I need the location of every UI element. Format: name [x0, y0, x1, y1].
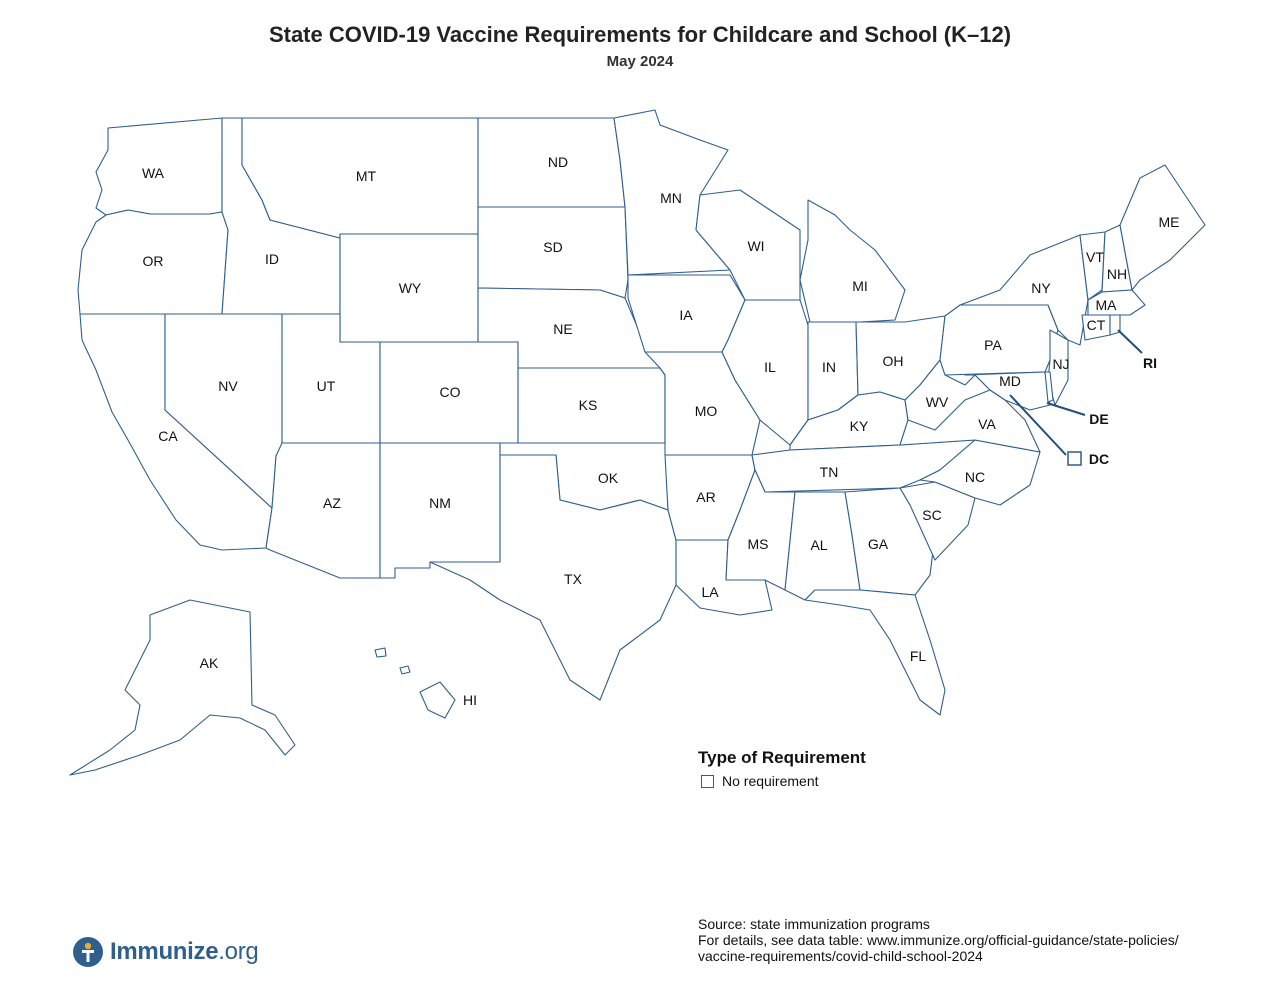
- label-WA: WA: [141, 165, 165, 181]
- legend-swatch: [701, 775, 714, 788]
- label-WI: WI: [747, 238, 765, 254]
- label-MA: MA: [1095, 297, 1117, 313]
- label-NJ: NJ: [1052, 356, 1070, 372]
- label-ME: ME: [1158, 214, 1180, 230]
- label-AR: AR: [696, 489, 716, 505]
- label-VT: VT: [1086, 249, 1104, 265]
- label-WV: WV: [925, 394, 949, 410]
- legend-title: Type of Requirement: [698, 748, 866, 767]
- label-NH: NH: [1106, 266, 1128, 282]
- label-FL: FL: [909, 648, 927, 664]
- label-TX: TX: [564, 571, 582, 587]
- label-KY: KY: [849, 418, 869, 434]
- label-OR: OR: [142, 253, 164, 269]
- source-line-3: vaccine-requirements/covid-child-school-2024: [698, 948, 983, 964]
- label-IA: IA: [679, 307, 693, 323]
- logo-text: [110, 938, 258, 966]
- label-MN: MN: [660, 190, 682, 206]
- map-title: State COVID-19 Vaccine Requirements for Childcare and School (K–12): [268, 22, 1012, 47]
- source-line-2: For details, see data table: www.immunize.org/official-guidance/state-policies/: [698, 932, 1179, 948]
- state-RI[interactable]: [1110, 315, 1120, 335]
- label-NY: NY: [1031, 280, 1051, 296]
- label-OK: OK: [597, 470, 619, 486]
- immunize-logo: [72, 936, 258, 968]
- label-IN: IN: [822, 359, 836, 375]
- state-MI[interactable]: [800, 200, 905, 322]
- source-line-1: Source: state immunization programs: [698, 916, 930, 932]
- label-MO: MO: [694, 403, 718, 419]
- leader-DE: [1047, 403, 1085, 415]
- leader-RI: [1118, 330, 1142, 353]
- label-WY: WY: [398, 280, 422, 296]
- label-TN: TN: [819, 464, 839, 480]
- legend-label: No requirement: [722, 773, 819, 789]
- logo-name: Immunize: [110, 938, 219, 965]
- label-NM: NM: [429, 495, 451, 511]
- label-RI: RI: [1143, 355, 1157, 371]
- label-ND: ND: [547, 154, 569, 170]
- label-MD: MD: [999, 373, 1021, 389]
- label-AZ: AZ: [323, 495, 341, 511]
- label-OH: OH: [882, 353, 904, 369]
- label-KS: KS: [578, 397, 598, 413]
- state-AK[interactable]: [70, 600, 295, 775]
- label-NE: NE: [553, 321, 573, 337]
- label-HI: HI: [463, 692, 477, 708]
- dc-swatch: [1068, 452, 1081, 465]
- label-DC: DC: [1088, 451, 1110, 467]
- label-MT: MT: [355, 168, 377, 184]
- label-VA: VA: [978, 416, 996, 432]
- label-CA: CA: [158, 428, 178, 444]
- label-MS: MS: [747, 536, 769, 552]
- label-NC: NC: [964, 469, 986, 485]
- label-SD: SD: [543, 239, 563, 255]
- legend-item-no-requirement: [701, 773, 819, 789]
- map-subtitle: May 2024: [606, 53, 674, 70]
- label-CT: CT: [1086, 317, 1106, 333]
- label-ID: ID: [265, 251, 279, 267]
- label-GA: GA: [867, 536, 889, 552]
- label-IL: IL: [764, 359, 776, 375]
- label-SC: SC: [922, 507, 942, 523]
- logo-suffix: .org: [218, 938, 259, 965]
- label-CO: CO: [439, 384, 461, 400]
- source-note: [698, 916, 1179, 964]
- label-PA: PA: [984, 337, 1002, 353]
- state-HI[interactable]: [375, 648, 455, 718]
- immunize-logo-icon: [72, 936, 104, 968]
- label-LA: LA: [701, 584, 719, 600]
- label-NV: NV: [218, 378, 238, 394]
- label-AK: AK: [199, 655, 219, 671]
- label-UT: UT: [316, 378, 336, 394]
- label-DE: DE: [1089, 411, 1109, 427]
- label-AL: AL: [810, 537, 828, 553]
- label-MI: MI: [852, 278, 868, 294]
